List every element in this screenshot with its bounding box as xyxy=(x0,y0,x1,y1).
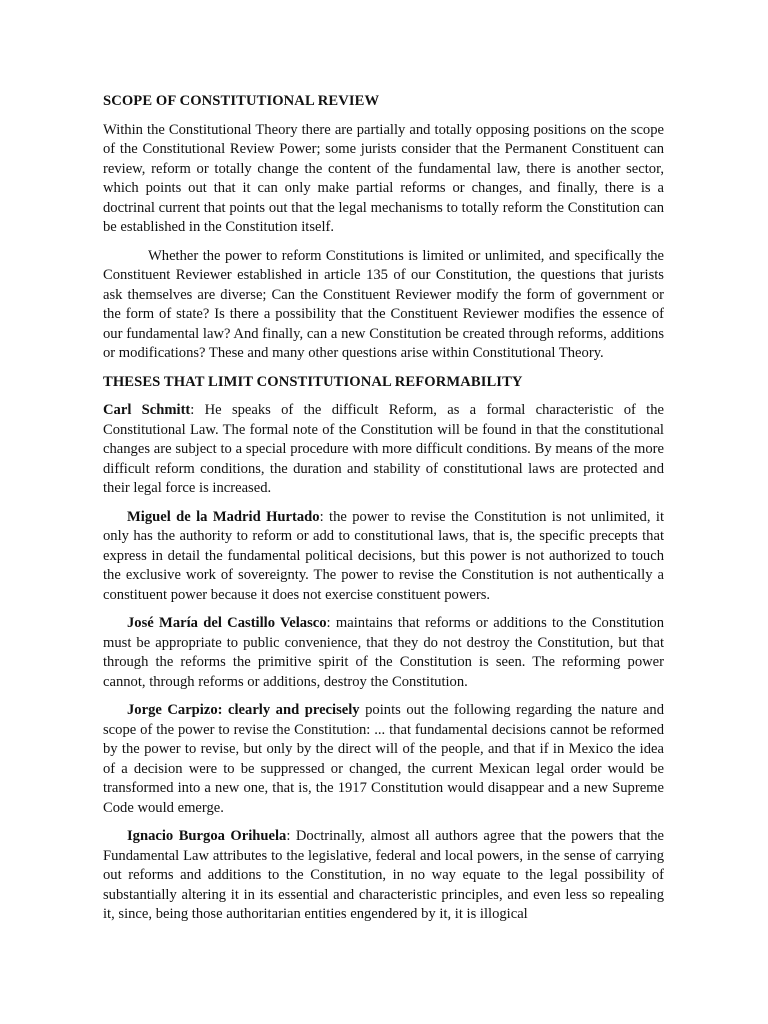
heading-scope-of-constitutional-review: SCOPE OF CONSTITUTIONAL REVIEW xyxy=(103,93,380,109)
author-name-burgoa: Ignacio Burgoa Orihuela xyxy=(127,828,287,844)
paragraph-text-madrid: : the power to revise the Constitution is not unlimited, it only has the authority to reform or add to constitutional laws, that is, the specific precepts that express in detail the fundamental political decisions, but this power is not authorized to touch the exclusive work of sovereignty. The power to revise the Constitution is not authentically a constituent power because it does not exercise constituent powers. xyxy=(103,508,664,603)
paragraph-text-schmitt: : He speaks of the difficult Reform, as a formal characteristic of the Constitutional Law. The formal note of the Constitution will be found in that the constitutional changes are subject to a special procedure with more difficult conditions. By means of the more difficult reform conditions, the duration and stability of constitutional laws are protected and their legal force is increased. xyxy=(103,402,664,496)
author-name-carpizo: Jorge Carpizo: clearly and precisely xyxy=(127,702,360,718)
paragraph-carl-schmitt xyxy=(103,401,664,499)
paragraph-text-castillo: : maintains that reforms or additions to the Constitution must be appropriate to public convenience, that they do not destroy the Constitution, but that through the reforms the primitive spirit of the Constitution is seen. The reforming power cannot, through reforms or additions, destroy the Constitution. xyxy=(103,615,664,690)
paragraph-text-burgoa: : Doctrinally, almost all authors agree that the powers that the Fundamental Law attributes to the legislative, federal and local powers, in the sense of carrying out reforms and additions to the Constitution, in no way equate to the legal possibility of substantially altering it in its essential and characteristic principles, and even less so repealing it, since, being those authoritarian entities engendered by it, it is illogical xyxy=(103,828,664,922)
paragraph-jorge-carpizo xyxy=(103,701,664,818)
author-name-castillo: José María del Castillo Velasco xyxy=(127,615,327,631)
author-name-schmitt: Carl Schmitt xyxy=(103,402,191,418)
author-name-madrid: Miguel de la Madrid Hurtado xyxy=(127,508,320,525)
heading-theses-limit-reformability: THESES THAT LIMIT CONSTITUTIONAL REFORMABILITY xyxy=(103,373,523,390)
paragraph-constitutional-theory: Within the Constitutional Theory there are partially and totally opposing positions on the scope of the Constitutional Review Power; some jurists consider that the Permanent Constituent can review, reform or totally change the content of the fundamental law, there is another sector, which points out that it can only make partial reforms or changes, and finally, there is a doctrinal current that points out that the legal mechanisms to totally reform the Constitution can be established in the Constitution itself. xyxy=(103,121,664,235)
paragraph-ignacio-burgoa xyxy=(103,827,664,925)
paragraph-text-carpizo: points out the following regarding the nature and scope of the power to revise the Constitution: ... that fundamental decisions cannot be reformed by the power to revise, but only by the direct will of the people, and that if in Mexico the idea of a decision were to be suppressed or changed, the current Mexican legal order would be transformed into a new one, that is, the 1917 Constitution would disappear and a new Supreme Code would emerge. xyxy=(103,702,664,816)
paragraph-miguel-de-la-madrid xyxy=(103,508,664,606)
paragraph-castillo-velasco xyxy=(103,614,664,692)
document-body xyxy=(103,92,664,934)
paragraph-power-to-reform: Whether the power to reform Constitutions is limited or unlimited, and specifically the Constituent Reviewer established in article 135 of our Constitution, the questions that jurists ask themselves are diverse; Can the Constituent Reviewer modify the form of government or the form of state? Is there a possibility that the Constituent Reviewer modifies the essence of our fundamental law? And finally, can a new Constitution be created through reforms, additions or modifications? These and many other questions arise within Constitutional Theory. xyxy=(103,247,664,361)
